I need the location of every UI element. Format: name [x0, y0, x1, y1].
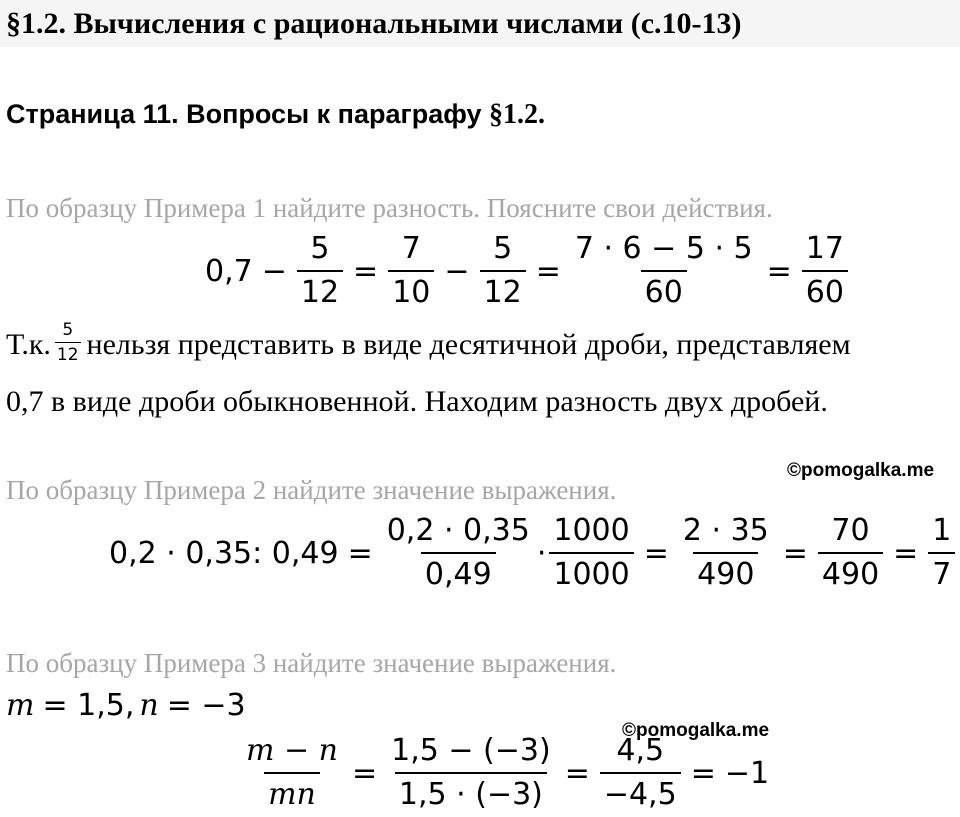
denominator: 10	[388, 270, 434, 310]
numerator: 4,5	[616, 733, 665, 768]
minus-sign: −	[444, 253, 470, 289]
fraction	[480, 232, 526, 310]
numerator: 70	[831, 513, 870, 548]
equals-sign: =	[564, 755, 590, 791]
variable-m: m	[6, 688, 35, 723]
task-3-given	[6, 688, 247, 723]
task-2-term: 0,2 · 0,35: 0,49	[109, 535, 339, 571]
numerator: 7 · 6 − 5 · 5	[574, 231, 753, 266]
denominator: 0,49	[421, 552, 496, 592]
denominator: 7	[928, 552, 955, 592]
explanation-text: нельзя представить в виде десятичной дроби, представляем	[86, 327, 851, 361]
task-3-equation	[240, 734, 770, 812]
task-1-equation	[204, 232, 850, 310]
equals-sign: =	[893, 535, 919, 571]
denominator: 12	[297, 270, 343, 310]
numerator: m − n	[246, 733, 338, 768]
watermark: ©pomogalka.me	[622, 720, 770, 741]
equals-sign: =	[535, 253, 561, 289]
numerator: 0,2 · 0,35	[386, 513, 530, 548]
numerator: 17	[805, 231, 844, 266]
denominator: 1000	[549, 552, 633, 592]
task-1-explanation-line-2: 0,7 в виде дроби обыкновенной. Находим разность двух дробей.	[6, 385, 828, 418]
explanation-text: Т.к.	[6, 327, 51, 361]
fraction	[387, 734, 555, 812]
fraction	[549, 514, 633, 592]
denominator: 60	[802, 270, 848, 310]
task-3-prompt: По образцу Примера 3 найдите значение выражения.	[6, 648, 617, 678]
numerator: 7	[401, 231, 421, 266]
page-heading-section-ref: §1.2.	[489, 99, 546, 130]
given-n-value: = −3	[166, 688, 246, 723]
fraction	[679, 514, 773, 592]
denominator: mn	[264, 772, 320, 812]
minus-sign: −	[261, 253, 287, 289]
variable-n: n	[139, 688, 159, 723]
task-2-prompt: По образцу Примера 2 найдите значение выражения.	[6, 475, 617, 505]
fraction	[297, 232, 343, 310]
equals-sign: =	[353, 253, 379, 289]
denominator: 12	[55, 342, 81, 365]
fraction	[600, 734, 681, 812]
denominator: 60	[641, 270, 687, 310]
denominator: −4,5	[600, 772, 681, 812]
numerator: 5	[310, 231, 330, 266]
fraction	[802, 232, 848, 310]
denominator: 12	[480, 270, 526, 310]
multiply-dot: ·	[536, 535, 547, 571]
numerator: 1000	[553, 513, 630, 548]
task-2-equation	[108, 514, 957, 592]
fraction	[571, 232, 757, 310]
denominator: 1,5 · (−3)	[395, 772, 547, 812]
fraction	[818, 514, 883, 592]
numerator: 1	[932, 513, 952, 548]
equals-sign: =	[351, 755, 378, 791]
page-heading	[6, 96, 545, 137]
fraction	[242, 734, 342, 812]
equals-sign: =	[643, 535, 669, 571]
numerator: 5	[62, 320, 74, 340]
inline-fraction	[55, 320, 81, 365]
fraction	[383, 514, 534, 592]
numerator: 5	[493, 231, 513, 266]
fraction	[388, 232, 434, 310]
fraction	[928, 514, 955, 592]
watermark: ©pomogalka.me	[787, 460, 935, 481]
result: −1	[724, 755, 770, 791]
equals-sign: =	[347, 535, 373, 571]
numerator: 2 · 35	[682, 513, 769, 548]
equals-sign: =	[690, 755, 716, 791]
equals-sign: =	[782, 535, 808, 571]
numerator: 1,5 − (−3)	[391, 733, 551, 768]
equals-sign: =	[766, 253, 792, 289]
task-1-prompt: По образцу Примера 1 найдите разность. Поясните свои действия.	[6, 193, 773, 223]
page-heading-prefix: Страница 11. Вопросы к параграфу	[6, 99, 490, 129]
denominator: 490	[818, 552, 883, 592]
section-title: §1.2. Вычисления с рациональными числами (с.10-13)	[6, 7, 742, 40]
task-1-term: 0,7	[205, 253, 253, 289]
task-1-explanation-line-1	[6, 322, 851, 367]
denominator: 490	[693, 552, 758, 592]
given-m-value: = 1,5,	[42, 688, 135, 723]
